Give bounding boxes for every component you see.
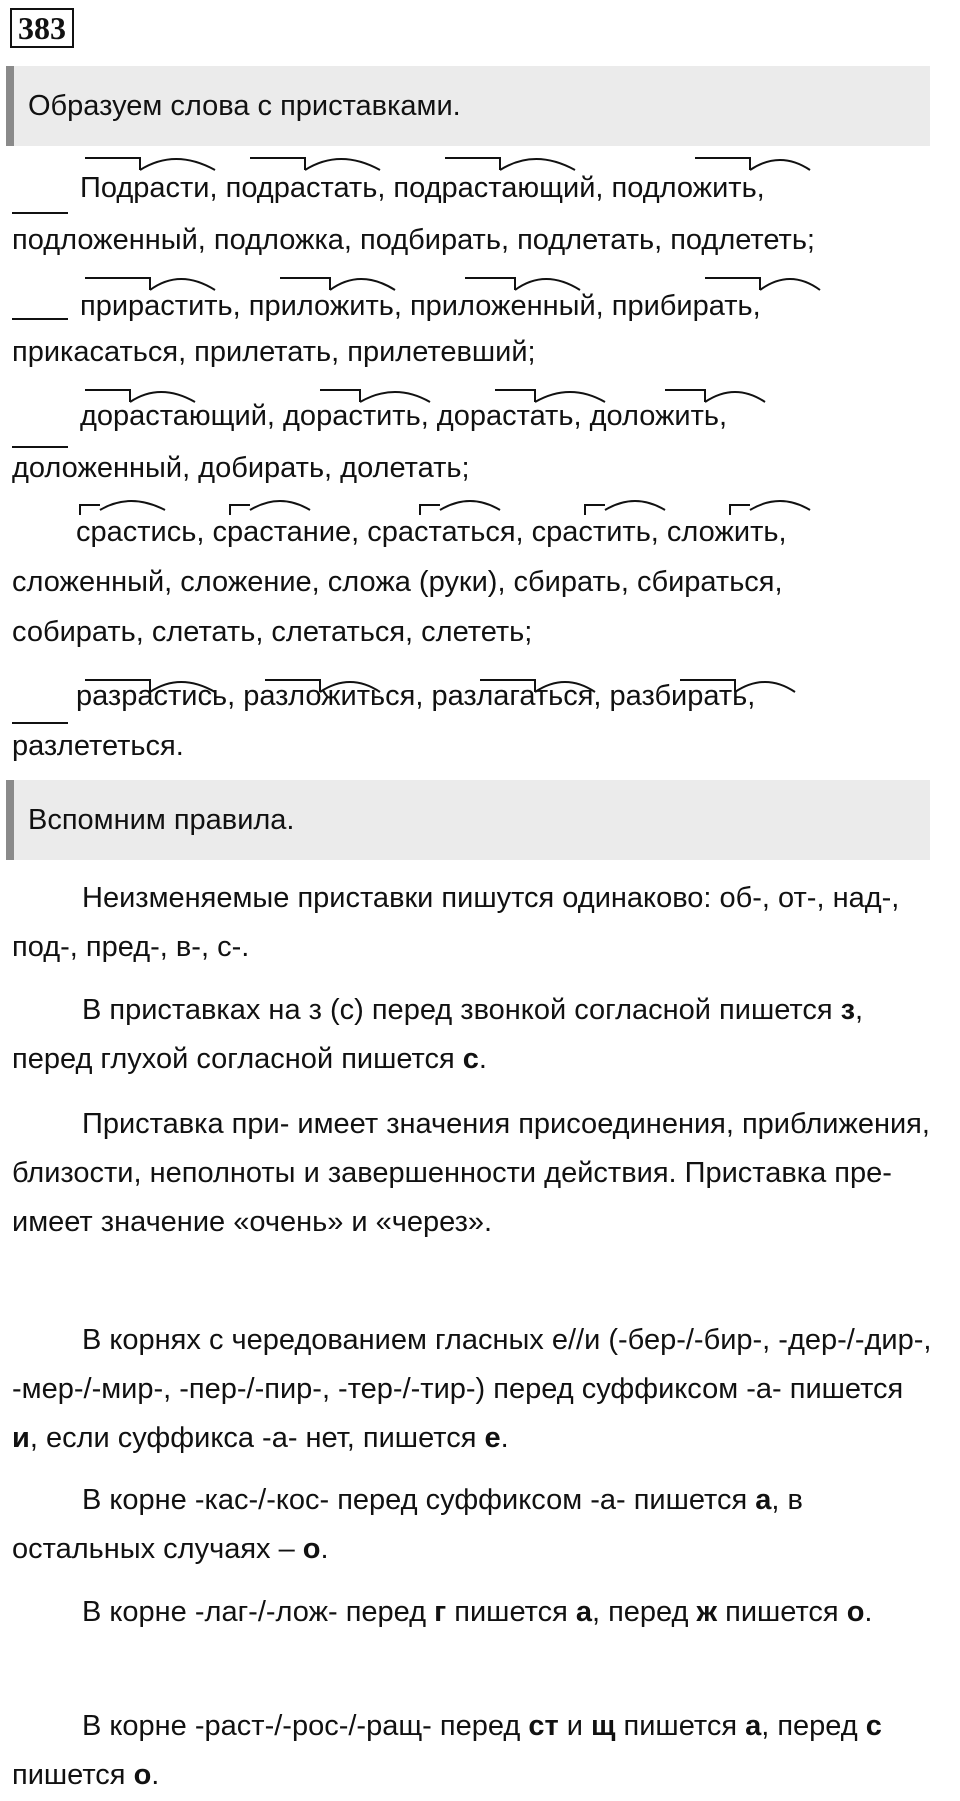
word-line: прикасаться, прилетать, прилетевший; <box>12 336 536 368</box>
rule-text: . <box>478 1043 487 1075</box>
rule-paragraph <box>12 1100 932 1247</box>
rule-text: В корне -лаг-/-лож- перед <box>82 1596 435 1628</box>
emphasized-letter: щ <box>591 1710 616 1742</box>
word-line: разлететься. <box>12 730 184 762</box>
root-arc <box>140 159 215 170</box>
emphasized-letter: и <box>12 1422 30 1454</box>
emphasized-letter: о <box>133 1759 152 1791</box>
rule-text: В корнях с чередованием гласных е//и (-бер-/-бир-, -дер-/-дир-, -мер-/-мир-, -пер-/-пир-, -тер-/-тир-) перед суффиксом -а- пишется <box>12 1324 932 1405</box>
rule-text: В корне -раст-/-рос-/-ращ- перед <box>82 1710 529 1742</box>
emphasized-letter: а <box>745 1710 762 1742</box>
root-arc <box>440 501 500 510</box>
rule-text: В корне -кас-/-кос- перед суффиксом -а- пишется <box>82 1484 756 1516</box>
rule-text: , перед глухой согласной пишется <box>12 994 864 1075</box>
rule-text: . <box>864 1596 873 1628</box>
rule-text: В приставках на з (с) перед звонкой согласной пишется <box>82 994 841 1026</box>
word-line: доложенный, добирать, долетать; <box>12 452 470 484</box>
rule-paragraph <box>12 874 932 972</box>
word-line: разрастись, разложиться, разлагаться, разбирать, <box>76 680 756 712</box>
blank-line <box>12 318 68 320</box>
section-heading-form-words <box>6 66 930 146</box>
root-arc <box>750 501 810 510</box>
emphasized-letter: о <box>302 1533 321 1565</box>
rule-text: . <box>320 1533 329 1565</box>
blank-line <box>12 446 68 448</box>
emphasized-letter: ж <box>696 1596 718 1628</box>
root-arc <box>250 501 310 510</box>
rule-text: , перед <box>591 1596 697 1628</box>
rule-text: пишется <box>12 1759 134 1791</box>
rule-text: Приставка при- имеет значения присоединения, приближения, близости, неполноты и завершенности действия. Приставка пре- имеет значение «очень» и «через». <box>12 1108 930 1238</box>
emphasized-letter: ст <box>528 1710 559 1742</box>
rule-text: Неизменяемые приставки пишутся одинаково: об-, от-, над-, под-, пред-, в-, с-. <box>12 882 900 963</box>
rule-text: , в остальных случаях – <box>12 1484 803 1565</box>
rule-paragraph <box>12 1476 932 1574</box>
rule-paragraph <box>12 1316 932 1463</box>
emphasized-letter: с <box>865 1710 882 1742</box>
emphasized-letter: е <box>484 1422 501 1454</box>
emphasized-letter: о <box>846 1596 865 1628</box>
exercise-number: 383 <box>10 8 74 48</box>
rule-text: пишется <box>717 1596 847 1628</box>
rule-paragraph <box>12 1702 932 1800</box>
word-line: подложенный, подложка, подбирать, подлетать, подлететь; <box>12 224 815 256</box>
word-line: сложенный, сложение, сложа (руки), сбирать, сбираться, <box>12 566 783 598</box>
prefix-mark <box>250 158 305 170</box>
word-line: прирастить, приложить, приложенный, прибирать, <box>80 290 761 322</box>
word-line: собирать, слетать, слетаться, слететь; <box>12 616 533 648</box>
emphasized-letter: з <box>840 994 856 1026</box>
emphasized-letter: г <box>434 1596 447 1628</box>
prefix-mark <box>85 158 140 170</box>
rule-text: пишется <box>615 1710 746 1742</box>
rule-text: , перед <box>761 1710 866 1742</box>
root-arc <box>760 279 820 290</box>
word-line: Подрасти, подрастать, подрастающий, подложить, <box>80 172 765 204</box>
emphasized-letter: а <box>575 1596 592 1628</box>
word-line: срастись, срастание, срастаться, срастить, сложить, <box>76 516 787 548</box>
section-heading-text: Вспомним правила. <box>28 803 295 836</box>
section-heading-rules <box>6 780 930 860</box>
rule-text: и <box>558 1710 591 1742</box>
rule-text: , если суффикса -а- нет, пишется <box>29 1422 485 1454</box>
rule-paragraph <box>12 1588 932 1637</box>
prefix-mark <box>695 158 750 170</box>
root-arc <box>750 160 810 170</box>
rule-text: . <box>151 1759 160 1791</box>
emphasized-letter: а <box>755 1484 772 1516</box>
prefix-mark <box>445 158 500 170</box>
emphasized-letter: с <box>462 1043 479 1075</box>
rule-text: . <box>500 1422 509 1454</box>
rule-paragraph <box>12 986 932 1084</box>
root-arc <box>305 159 380 170</box>
root-arc <box>500 159 575 170</box>
blank-line <box>12 722 68 724</box>
root-arc <box>100 501 165 510</box>
word-line: дорастающий, дорастить, дорастать, доложить, <box>80 400 728 432</box>
root-arc <box>605 501 665 510</box>
rule-text: пишется <box>446 1596 576 1628</box>
blank-line <box>12 212 68 214</box>
section-heading-text: Образуем слова с приставками. <box>28 89 461 122</box>
